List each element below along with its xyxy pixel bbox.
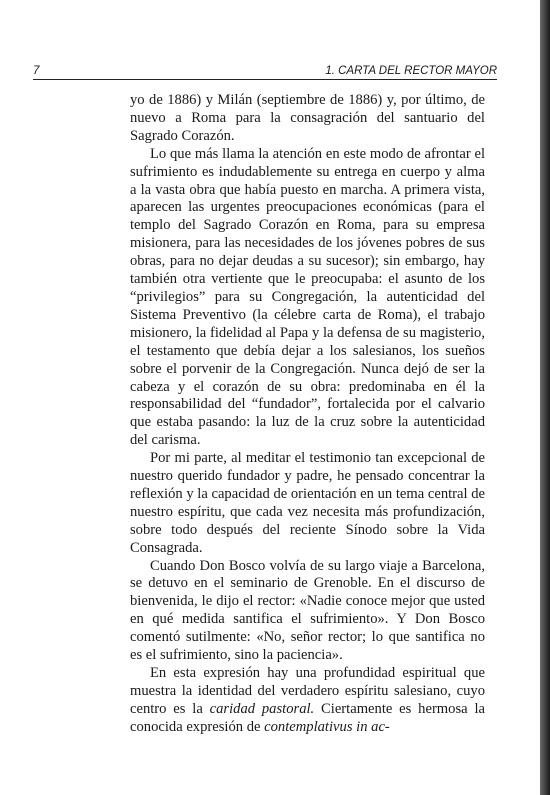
paragraph-continuation: yo de 1886) y Milán (septiembre de 1886) y, por último, de nuevo a Roma para la consagración del santuario del Sagrado Corazón. — [130, 92, 485, 144]
italic-term-caridad-pastoral: caridad pastoral. — [209, 700, 315, 717]
page-number: 7 — [33, 65, 40, 77]
paragraph-text: En esta expresión hay una profundidad espiritual que muestra la identidad del verdadero espíritu salesiano, cuyo centro es la — [130, 665, 485, 717]
running-header — [33, 64, 497, 80]
book-spine-edge — [540, 0, 550, 795]
body-text — [130, 92, 485, 737]
paragraph-text: Ciertamente es hermosa la conocida expresión de — [130, 700, 485, 735]
paragraph-grenoble: Cuando Don Bosco volvía de su largo viaje a Barcelona, se detuvo en el seminario de Grenoble. En el discurso de bienvenida, le dijo el rector: «Nadie conoce mejor que usted en qué medida santifica el sufrimiento». Y Don Bosco comentó sutilmente: «No, señor rector; lo que santifica no es el sufrimiento, sino la paciencia». — [130, 557, 485, 664]
paragraph-pastoral-charity — [130, 665, 485, 737]
italic-term-contemplativus: contemplativus in ac- — [264, 718, 390, 735]
running-title: 1. CARTA DEL RECTOR MAYOR — [325, 65, 497, 77]
paragraph-reflection: Por mi parte, al meditar el testimonio tan excepcional de nuestro querido fundador y padre, he pensado concentrar la reflexión y la capacidad de orientación en un tema central de nuestro espíritu, que cada vez necesita más profundización, sobre todo después del reciente Sínodo sobre la Vida Consagrada. — [130, 450, 485, 556]
paragraph-suffering: Lo que más llama la atención en este modo de afrontar el sufrimiento es indudablemente su entrega en cuerpo y alma a la vasta obra que había puesto en marcha. A primera vista, aparecen las urgentes preocupaciones económicas (para el templo del Sagrado Corazón en Roma, para su empresa misionera, para las necesidades de los jóvenes pobres de sus obras, para no dejar deudas a su sucesor); sin embargo, hay también otra vertiente que le preocupaba: el asunto de los “privilegios” para su Congregación, la autenticidad del Sistema Preventivo (la célebre carta de Roma), el trabajo misionero, la fidelidad al Papa y la defensa de su magisterio, el testamento que debía dejar a los salesianos, los sueños sobre el porvenir de la Congregación. Nunca dejó de ser la cabeza y el corazón de su obra: predominaba en él la responsabilidad del “fundador”, fortalecida por el calvario que estaba pasando: la luz de la cruz sobre la autenticidad del carisma. — [130, 145, 485, 449]
